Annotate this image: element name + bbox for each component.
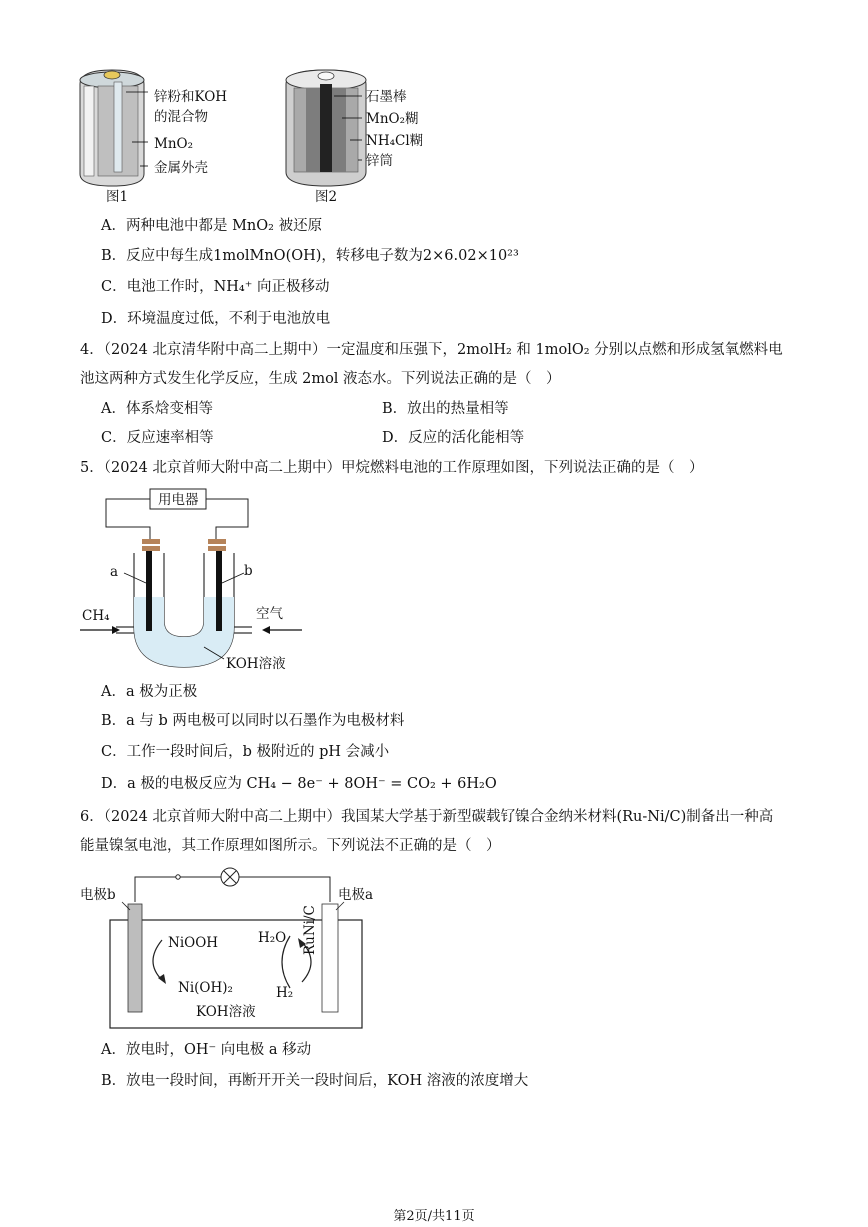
- q5-fig-solution: KOH溶液: [226, 656, 286, 672]
- q3-option-c: C．电池工作时，NH₄⁺ 向正极移动: [101, 279, 330, 295]
- fig2-label-rod: 石墨棒: [366, 89, 407, 105]
- q5-fig-device: 用电器: [158, 492, 199, 508]
- figure-2-dry-cell: [286, 70, 366, 186]
- q5-option-c: C．工作一段时间后，b 极附近的 pH 会减小: [101, 744, 390, 760]
- q3-option-d: D．环境温度过低，不利于电池放电: [101, 311, 331, 327]
- q6-fig-solution: KOH溶液: [196, 1004, 256, 1020]
- fig2-caption: 图2: [315, 189, 338, 205]
- fig2-label-nh4cl: NH₄Cl糊: [366, 133, 424, 149]
- q6-fig-electrode-a: 电极a: [338, 887, 374, 903]
- fig1-label-mno2: MnO₂: [154, 136, 193, 152]
- q4-option-a: A．体系焓变相等: [101, 401, 213, 417]
- q4-option-c: C．反应速率相等: [101, 430, 214, 446]
- fig1-label-zn-koh: 锌粉和KOH: [154, 89, 228, 105]
- q6-fig-electrode-b: 电极b: [80, 887, 116, 903]
- q3-option-a: A．两种电池中都是 MnO₂ 被还原: [101, 218, 323, 234]
- q6-stem-line1: 6．（2024 北京首师大附中高二上期中）我国某大学基于新型碳载钌镍合金纳米材料(Ru-Ni/C)制备出一种高: [80, 809, 774, 825]
- q5-option-d: D．a 极的电极反应为 CH₄ − 8e⁻ + 8OH⁻ = CO₂ + 6H₂O: [101, 776, 497, 792]
- q6-fig-runic: RuNi/C: [302, 905, 318, 955]
- q6-stem-line2: 能量镍氢电池，其工作原理如图所示。下列说法不正确的是（ ）: [80, 838, 501, 854]
- q6-fig-nioh2: Ni(OH)₂: [178, 980, 233, 996]
- methane-fuel-cell-diagram: [76, 487, 306, 677]
- q6-fig-niooh: NiOOH: [168, 935, 219, 951]
- q5-fig-ch4: CH₄: [82, 608, 110, 624]
- fig1-caption: 图1: [106, 189, 129, 205]
- figure-1-alkaline-battery: [80, 70, 148, 186]
- page-number-footer: 第2页/共11页: [393, 1209, 475, 1224]
- q4-option-b: B．放出的热量相等: [382, 401, 509, 417]
- q6-fig-h2: H₂: [276, 985, 294, 1001]
- q5-fig-electrode-b: b: [244, 563, 253, 579]
- fig1-label-shell: 金属外壳: [154, 160, 208, 176]
- q4-stem-line2: 池这两种方式发生化学反应，生成 2mol 液态水。下列说法正确的是（ ）: [80, 371, 561, 387]
- fig1-label-mixture: 的混合物: [154, 109, 208, 125]
- q6-option-a: A．放电时，OH⁻ 向电极 a 移动: [101, 1042, 312, 1058]
- q3-option-b: B．反应中每生成1molMnO(OH)，转移电子数为2×6.02×10²³: [101, 248, 519, 264]
- q5-option-b: B．a 与 b 两电极可以同时以石墨作为电极材料: [101, 713, 405, 729]
- q6-option-b: B．放电一段时间，再断开开关一段时间后，KOH 溶液的浓度增大: [101, 1073, 529, 1089]
- q5-fig-electrode-a: a: [110, 564, 119, 580]
- q5-stem: 5．（2024 北京首师大附中高二上期中）甲烷燃料电池的工作原理如图，下列说法正确的是（ ）: [80, 460, 704, 476]
- q6-fig-h2o: H₂O: [258, 930, 287, 946]
- fig2-label-mno2: MnO₂糊: [366, 111, 419, 127]
- q5-fig-air: 空气: [256, 606, 283, 622]
- q5-option-a: A．a 极为正极: [101, 684, 198, 700]
- q4-option-d: D．反应的活化能相等: [382, 430, 525, 446]
- q4-stem-line1: 4．（2024 北京清华附中高二上期中）一定温度和压强下，2molH₂ 和 1molO₂ 分别以点燃和形成氢氧燃料电: [80, 342, 783, 358]
- fig2-label-zn: 锌筒: [366, 153, 393, 169]
